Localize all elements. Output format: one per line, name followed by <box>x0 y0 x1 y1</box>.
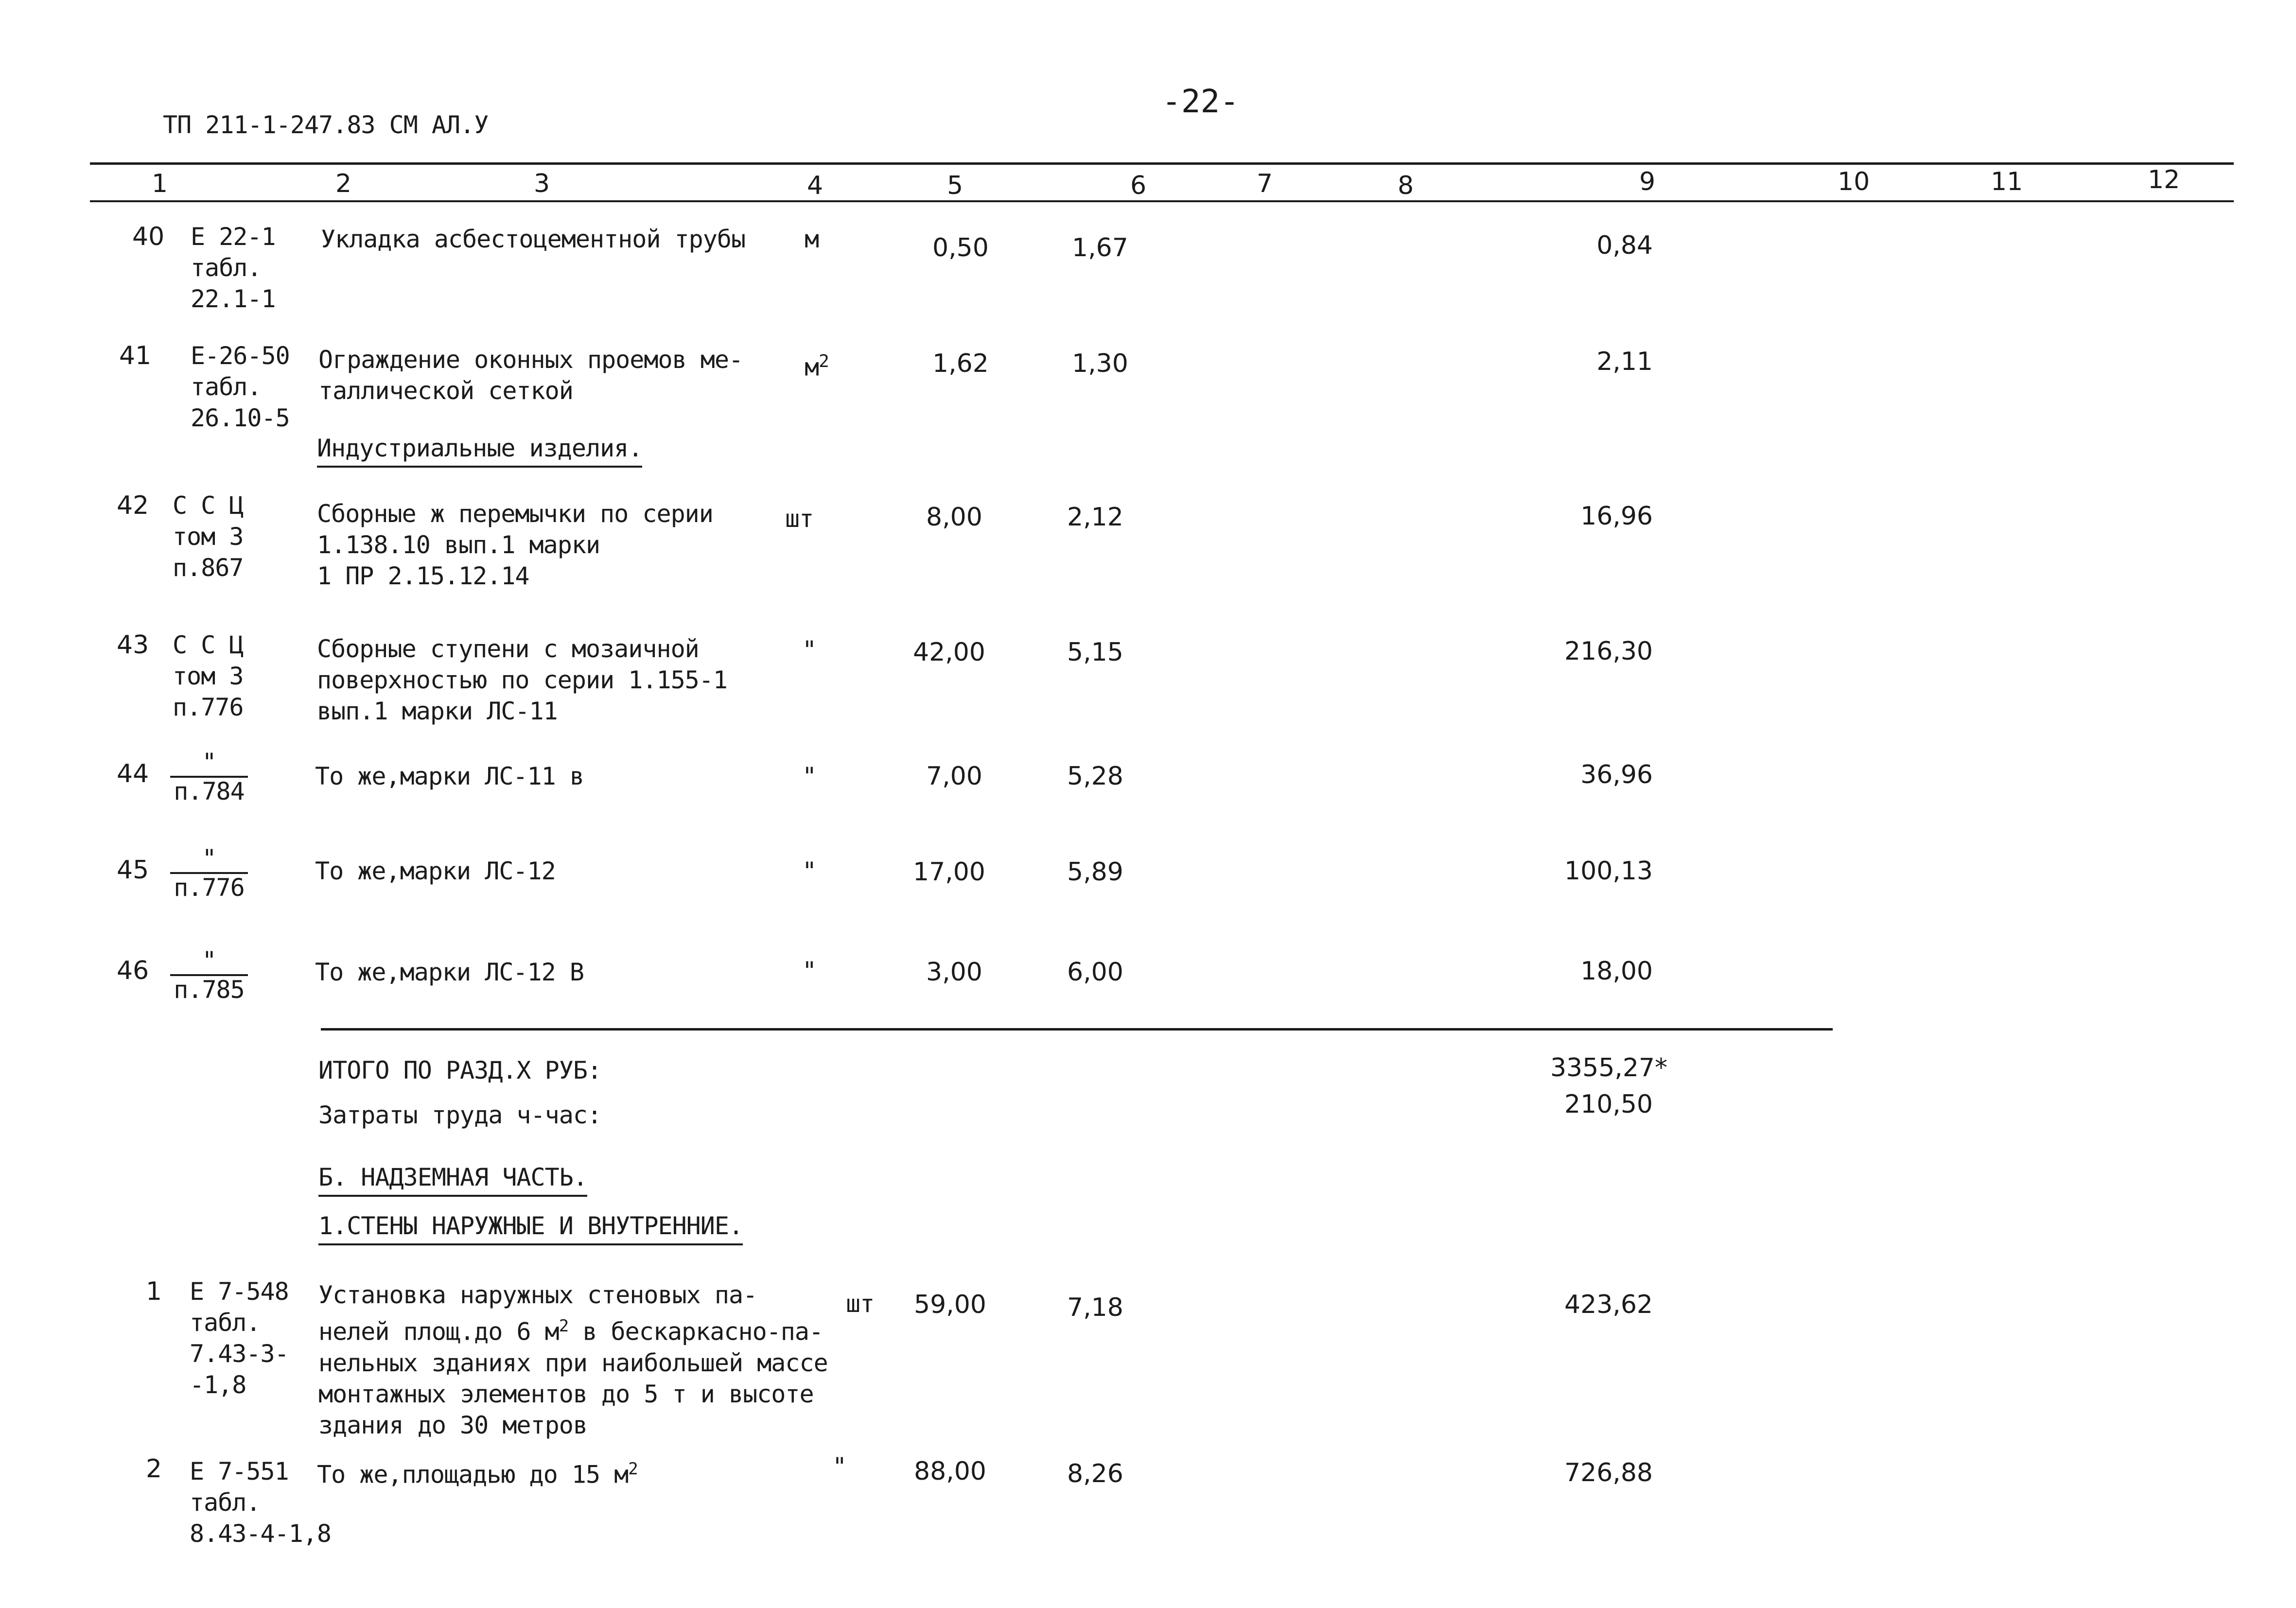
column-number: 10 <box>1838 167 1870 196</box>
row-description: То же,площадью до 15 $м^2$ <box>317 1459 638 1489</box>
row-price: 7,18 <box>1067 1293 1123 1322</box>
row-unit: м <box>805 225 819 253</box>
column-number: 11 <box>1991 167 2023 196</box>
row-quantity: 7,00 <box>926 762 982 791</box>
header-bottom-rule <box>90 200 2234 202</box>
row-quantity: 17,00 <box>913 857 985 887</box>
column-number: 4 <box>807 171 824 200</box>
row-description: Сборные ж перемычки по серии 1.138.10 вып.1 марки 1 ПР 2.15.12.14 <box>317 500 713 590</box>
column-number: 6 <box>1130 171 1147 200</box>
column-number: 1 <box>152 169 168 198</box>
row-unit: $м^2$ <box>805 351 829 382</box>
row-total: 216,30 <box>1564 637 1653 666</box>
row-code-ditto: " п.784 <box>170 749 248 805</box>
column-number: 3 <box>534 169 550 198</box>
row-quantity: 1,62 <box>932 349 989 378</box>
row-code-ditto: " п.785 <box>170 947 248 1003</box>
column-number: 8 <box>1398 171 1414 200</box>
row-total: 2,11 <box>1596 347 1653 376</box>
row-quantity: 8,00 <box>926 503 982 532</box>
column-number: 9 <box>1639 167 1656 196</box>
row-number: 1 <box>146 1277 162 1306</box>
totals-rub-value: 3355,27* <box>1550 1053 1667 1083</box>
column-number: 12 <box>2148 165 2180 194</box>
column-number: 5 <box>947 171 964 200</box>
row-number: 2 <box>146 1454 162 1484</box>
row-price: 1,67 <box>1072 233 1128 262</box>
row-description: Сборные ступени с мозаичной поверхностью по серии 1.155-1 вып.1 марки ЛС-11 <box>317 635 727 725</box>
column-number: 7 <box>1257 169 1273 198</box>
totals-rule <box>321 1028 1833 1031</box>
row-price: 5,15 <box>1067 638 1123 667</box>
row-price: 5,89 <box>1067 857 1123 887</box>
row-total: 0,84 <box>1596 231 1653 260</box>
row-unit: " <box>802 636 817 664</box>
row-description: Укладка асбестоцементной трубы <box>321 225 746 253</box>
row-total: 726,88 <box>1564 1458 1653 1487</box>
row-total: 36,96 <box>1580 760 1653 789</box>
row-quantity: 88,00 <box>914 1457 986 1486</box>
row-code: Е-26-50 табл. 26.10-5 <box>191 342 290 432</box>
row-quantity: 42,00 <box>913 638 985 667</box>
row-code-ditto: " п.776 <box>170 845 248 901</box>
row-total: 100,13 <box>1564 856 1653 886</box>
row-unit: " <box>802 857 817 885</box>
row-unit: " <box>802 762 817 790</box>
row-number: 43 <box>117 630 149 660</box>
row-description: То же,марки ЛС-11 в <box>315 762 584 790</box>
row-quantity: 0,50 <box>932 233 989 262</box>
row-price: 6,00 <box>1067 958 1123 987</box>
row-total: 18,00 <box>1580 957 1653 986</box>
totals-labor-value: 210,50 <box>1564 1090 1653 1119</box>
row-number: 42 <box>117 491 149 520</box>
row-price: 5,28 <box>1067 762 1123 791</box>
row-description: Ограждение оконных проемов ме- таллической сеткой <box>318 346 743 405</box>
totals-rub-label: ИТОГО ПО РАЗД.Х РУБ: <box>318 1056 602 1084</box>
row-total: 16,96 <box>1580 502 1653 531</box>
row-description: Установка наружных стеновых па- нелей площ.до 6 $м^2$ в бескаркасно-па- нельных зданиях при наибольшей массе монтажных элементов до 5 т и высоте здания до 30 метров <box>318 1281 828 1439</box>
row-code: Е 7-551 табл. 8.43-4-1,8 <box>190 1457 332 1548</box>
row-quantity: 3,00 <box>926 958 982 987</box>
row-unit: шт <box>785 505 814 533</box>
row-number: 45 <box>117 856 149 885</box>
row-quantity: 59,00 <box>914 1290 986 1319</box>
subsection-heading: 1.СТЕНЫ НАРУЖНЫЕ И ВНУТРЕННИЕ. <box>318 1210 743 1245</box>
row-price: 8,26 <box>1067 1459 1123 1488</box>
row-total: 423,62 <box>1564 1290 1653 1319</box>
row-description: То же,марки ЛС-12 В <box>315 958 584 986</box>
row-code: С С Ц том 3 п.867 <box>173 491 244 582</box>
row-number: 40 <box>132 222 165 251</box>
row-code: Е 22-1 табл. 22.1-1 <box>191 223 276 313</box>
part-heading: Б. НАДЗЕМНАЯ ЧАСТЬ. <box>318 1162 587 1197</box>
row-unit: " <box>802 957 817 985</box>
row-number: 44 <box>117 759 149 788</box>
header-top-rule <box>90 162 2234 165</box>
row-number: 46 <box>117 956 149 985</box>
page-number: -22- <box>1162 83 1239 120</box>
row-number: 41 <box>119 341 152 370</box>
row-unit: шт <box>846 1290 875 1318</box>
row-price: 1,30 <box>1072 349 1128 378</box>
section-heading: Индустриальные изделия. <box>317 433 642 468</box>
row-code: С С Ц том 3 п.776 <box>173 631 244 721</box>
totals-labor-label: Затраты труда ч-час: <box>318 1101 602 1129</box>
row-code: Е 7-548 табл. 7.43-3- -1,8 <box>190 1277 289 1399</box>
row-description: То же,марки ЛС-12 <box>315 857 556 885</box>
document-code: ТП 211-1-247.83 СМ АЛ.У <box>163 111 489 139</box>
row-price: 2,12 <box>1067 503 1123 532</box>
row-unit: " <box>832 1452 847 1481</box>
column-number: 2 <box>335 169 352 198</box>
